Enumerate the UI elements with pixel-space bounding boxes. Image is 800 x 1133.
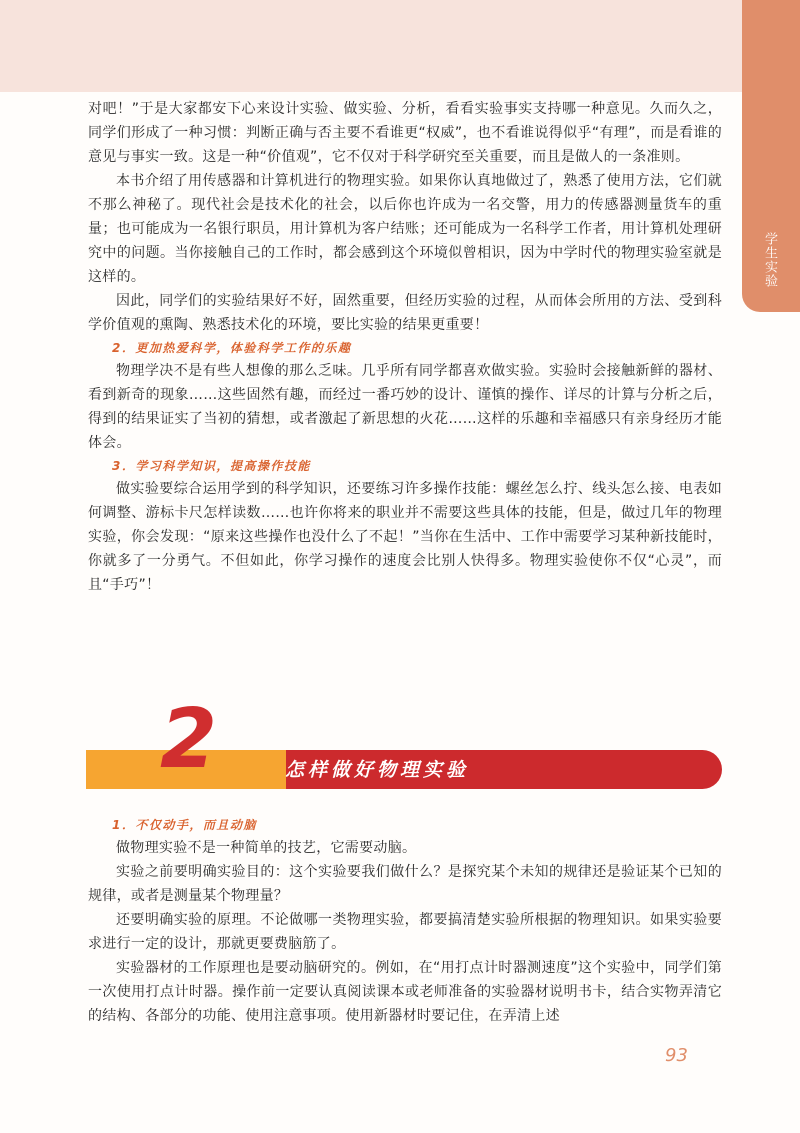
paragraph: 因此，同学们的实验结果好不好，固然重要，但经历实验的过程，从而体会所用的方法、受到科学价值观的熏陶、熟悉技术化的环境，要比实验的结果更重要！	[88, 293, 722, 333]
paragraph: 物理学决不是有些人想像的那么乏味。几乎所有同学都喜欢做实验。实验时会接触新鲜的器材、看到新奇的现象……这些固然有趣，而经过一番巧妙的设计、谨慎的操作、详尽的计算与分析之后，得到的结果证实了当初的猜想，或者激起了新思想的火花……这样的乐趣和幸福感只有亲身经历才能体会。	[88, 363, 722, 451]
paragraph: 实验之前要明确实验目的：这个实验要我们做什么？是探究某个未知的规律还是验证某个已知的规律，或者是测量某个物理量？	[88, 864, 722, 904]
side-tab-label: 学生实验	[762, 232, 777, 288]
section-body	[88, 814, 722, 1028]
paragraph: 本书介绍了用传感器和计算机进行的物理实验。如果你认真地做过了，熟悉了使用方法，它们就不那么神秘了。现代社会是技术化的社会，以后你也许成为一名交警，用力的传感器测量货车的重量；也可能成为一名银行职员，用计算机为客户结账；还可能成为一名科学工作者，用计算机处理研究中的问题。当你接触自己的工作时，都会感到这个环境似曾相识，因为中学时代的物理实验室就是这样的。	[88, 173, 722, 285]
subheading: 3．学习科学知识，提高操作技能	[112, 459, 311, 473]
paragraph: 做实验要综合运用学到的科学知识，还要练习许多操作技能：螺丝怎么拧、线头怎么接、电表如何调整、游标卡尺怎样读数……也许你将来的职业并不需要这些具体的技能，但是，做过几年的物理实验，你会发现：“原来这些操作也没什么了不起！”当你在生活中、工作中需要学习某种新技能时，你就多了一分勇气。不但如此，你学习操作的速度会比别人快得多。物理实验使你不仅“心灵”，而且“手巧”！	[88, 481, 722, 593]
paragraph: 做物理实验不是一种简单的技艺，它需要动脑。	[116, 840, 417, 856]
paragraph: 实验器材的工作原理也是要动脑研究的。例如，在“用打点计时器测速度”这个实验中，同学们第一次使用打点计时器。操作前一定要认真阅读课本或老师准备的实验器材说明书卡，结合实物弄清它的结构、各部分的功能、使用注意事项。使用新器材时要记住，在弄清上述	[88, 960, 722, 1024]
page-number: 93	[665, 1045, 688, 1066]
body-text	[88, 97, 722, 597]
paragraph: 对吧！”于是大家都安下心来设计实验、做实验、分析，看看实验事实支持哪一种意见。久而久之，同学们形成了一种习惯：判断正确与否主要不看谁更“权威”，也不看谁说得似乎“有理”，而是看谁的意见与事实一致。这是一种“价值观”，它不仅对于科学研究至关重要，而且是做人的一条准则。	[88, 101, 722, 165]
section-number: 2	[160, 692, 218, 787]
subheading: 2．更加热爱科学，体验科学工作的乐趣	[112, 341, 352, 355]
header-band	[0, 0, 742, 92]
section-title: 怎样做好物理实验	[285, 759, 470, 781]
subheading: 1．不仅动手，而且动脑	[112, 818, 257, 832]
paragraph: 还要明确实验的原理。不论做哪一类物理实验，都要搞清楚实验所根据的物理知识。如果实验要求进行一定的设计，那就更要费脑筋了。	[88, 912, 722, 952]
